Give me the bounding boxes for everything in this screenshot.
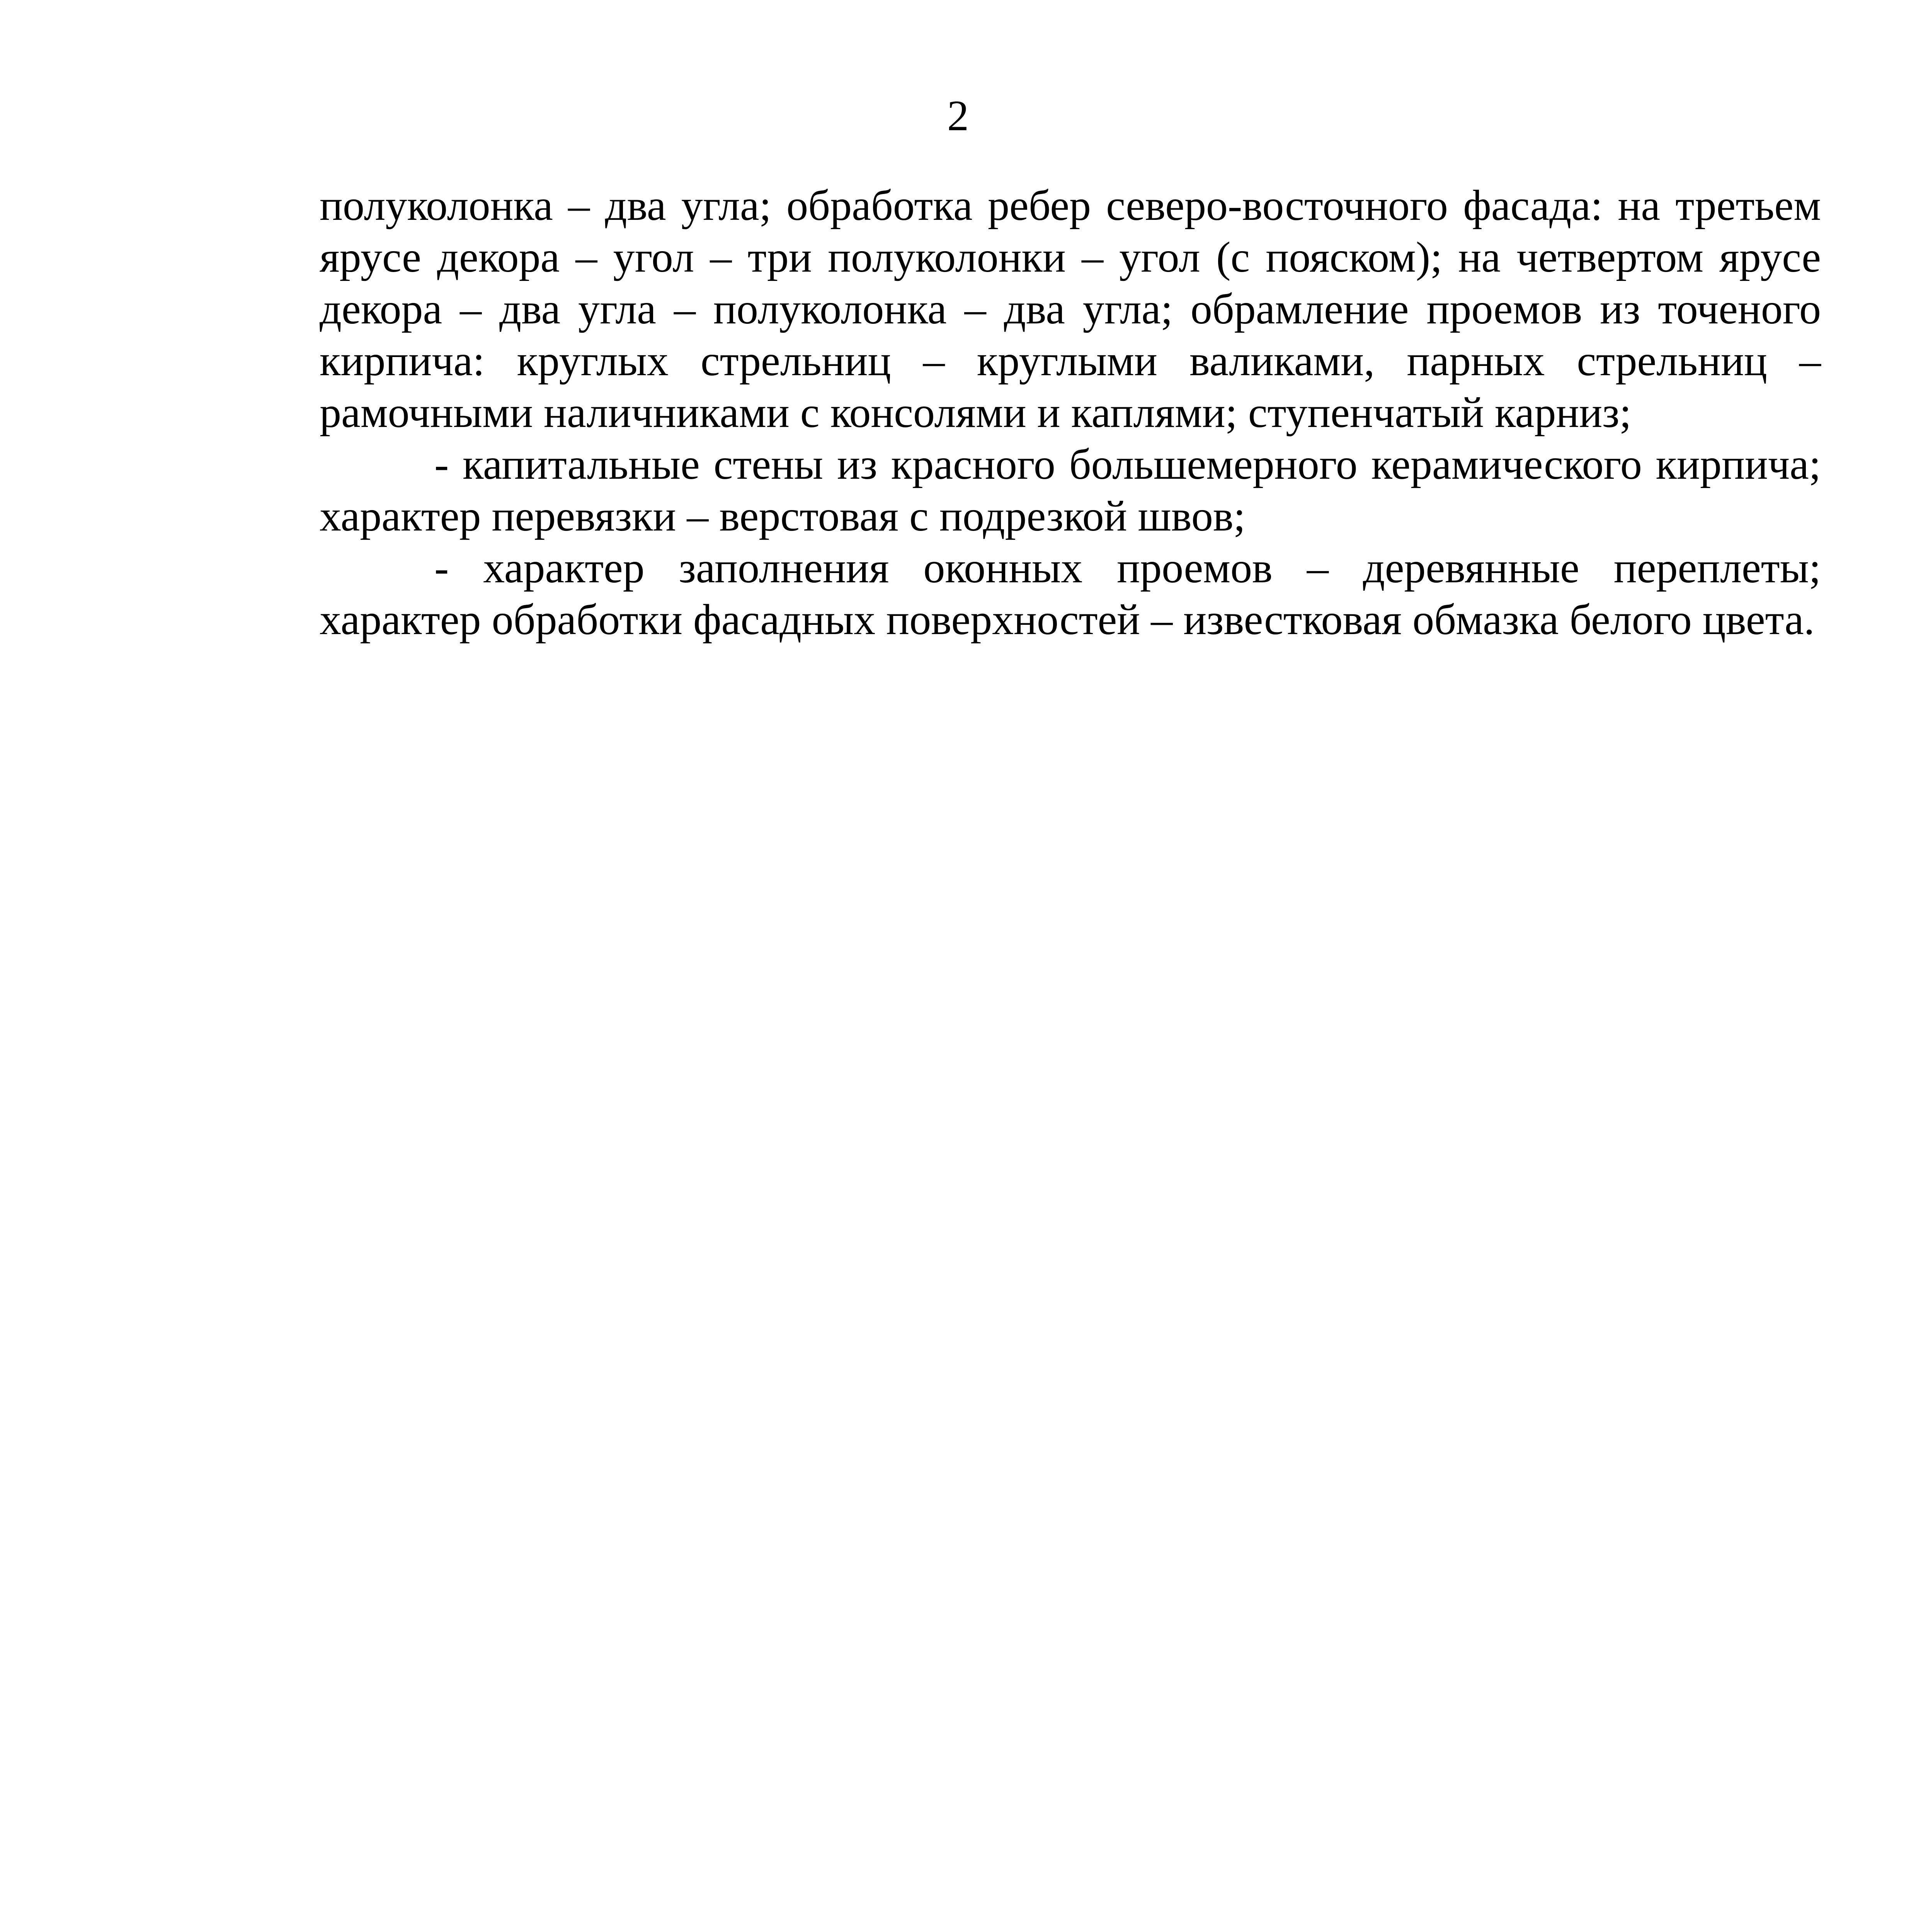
page-number: 2 <box>947 92 969 140</box>
document-body <box>320 180 1821 646</box>
paragraph-windows-facade: - характер заполнения оконных проемов – деревянные переплеты; характер обработки фасадных поверхностей – известковая обмазка белого цвета. <box>320 544 1821 644</box>
paragraph-continuation: полуколонка – два угла; обработка ребер северо-восточного фасада: на третьем ярусе декора – угол – три полуколонки – угол (с пояском); на четвертом ярусе декора – два угла – полуколонка – два угла; обрамление проемов из точеного кирпича: круглых стрельниц – круглыми валиками, парных стрельниц – рамочными наличниками с консолями и каплями; ступенчатый карниз; <box>320 182 1821 437</box>
paragraph-walls: - капитальные стены из красного большемерного керамического кирпича; характер перевязки – верстовая с подрезкой швов; <box>320 440 1821 540</box>
